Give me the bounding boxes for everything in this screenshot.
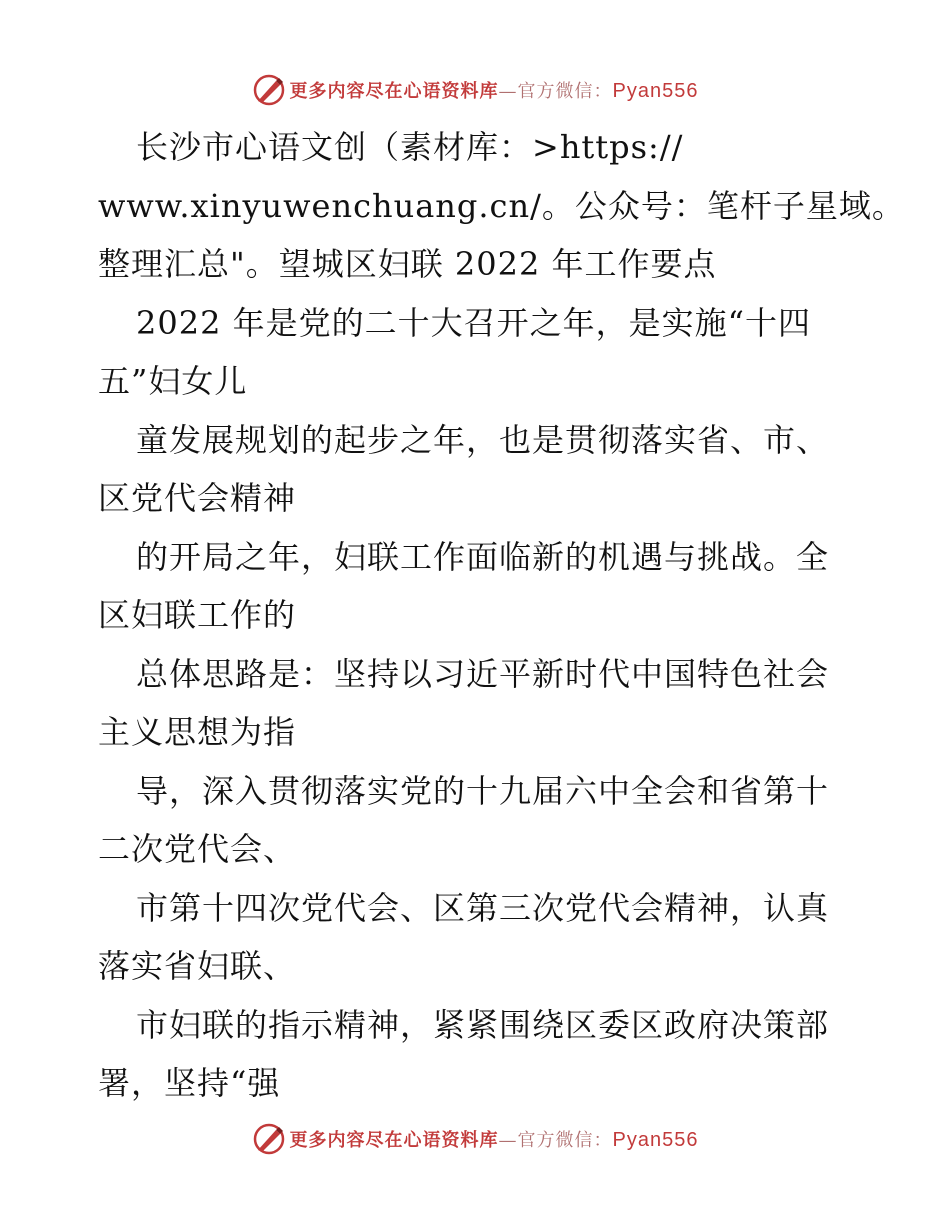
text-line: 落实省妇联、 [98,947,297,985]
header-watermark-text: 更多内容尽在心语资料库—官方微信：Pyan556 [289,80,699,102]
text-line: 区妇联工作的 [98,596,297,634]
text-line: 的开局之年，妇联工作面临新的机遇与挑战。全 [136,537,830,576]
text-line: 导，深入贯彻落实党的十九届六中全会和省第十 [136,771,830,810]
pen-logo-icon [252,73,286,107]
text-line: 市妇联的指示精神，紧紧围绕区委区政府决策部 [136,1005,830,1044]
text-line: 整理汇总"。望城区妇联 2022 年工作要点 [98,245,717,283]
text-line: 长沙市心语文创（素材库：>https:// [136,128,684,166]
text-line: www.xinyuwenchuang.cn/。公众号：笔杆子星域。 [98,186,905,225]
footer-watermark [0,1119,950,1159]
text-line: 总体思路是：坚持以习近平新时代中国特色社会 [136,654,830,693]
text-line: 童发展规划的起步之年，也是贯彻落实省、市、 [136,420,830,459]
text-line: 主义思想为指 [98,713,297,751]
footer-watermark-text: 更多内容尽在心语资料库—官方微信：Pyan556 [289,1129,699,1151]
text-line: 五”妇女儿 [98,362,248,400]
document-body [98,118,905,1113]
text-line: 市第十四次党代会、区第三次党代会精神，认真 [136,888,830,927]
text-line: 2022 年是党的二十大召开之年，是实施“十四 [136,303,811,342]
pen-logo-icon [252,1122,286,1156]
text-line: 署，坚持“强 [98,1064,281,1102]
text-line: 区党代会精神 [98,479,297,517]
text-line: 二次党代会、 [98,830,297,868]
header-watermark [0,70,950,110]
